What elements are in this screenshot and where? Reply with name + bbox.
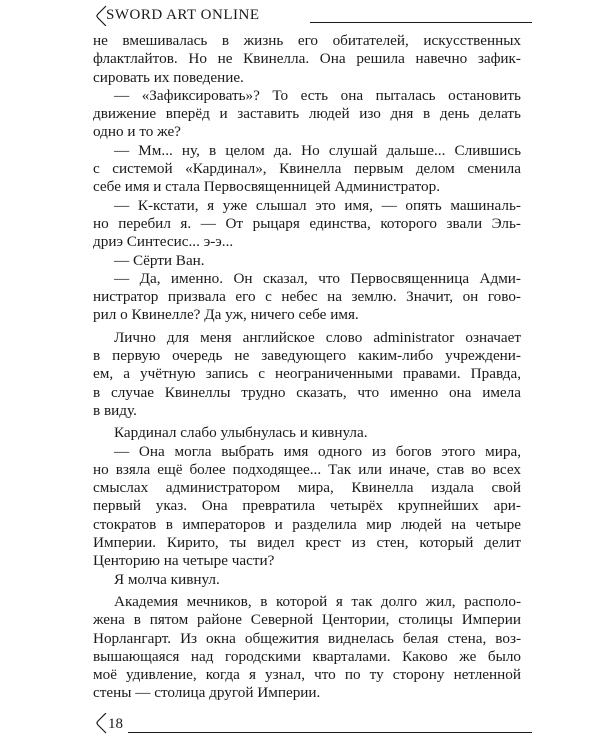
text-line: Академия мечников, в которой я так долго жил, располо- [114,592,521,610]
text-line: Центорию на четыре части? [93,552,275,570]
text-line: сировать их поведение. [93,68,244,86]
text-line: но перебил я. — От рыцаря единства, которого звали Эль- [93,214,521,232]
text-line: в виду. [93,401,137,419]
text-line: дриэ Синтесис... э-э... [93,233,234,251]
text-line: — К-кстати, я уже слышал это имя, — опять машиналь- [114,196,521,214]
text-line: — Мм... ну, в целом да. Но слушай дальше... Слившись [114,141,521,159]
header-rule [310,22,532,23]
text-line: ем, а учётную запись с неограниченными правами. Правда, [93,365,521,383]
text-line: вышающаяся над городскими кварталами. Каково же было [93,647,521,665]
text-line: Я молча кивнул. [114,570,220,588]
text-line: движение вперёд и заставить людей изо дня в день делать [93,105,521,123]
page-body [93,32,521,703]
page-number: 18 [108,716,123,732]
text-line: стократов в императоров и разделила мир людей на четыре [93,515,521,533]
text-line: моё удивление, когда я узнал, что по ту сторону нетленной [93,666,521,684]
text-line: не вмешивалась в жизнь его обитателей, искусственных [93,32,521,49]
text-line: — Да, именно. Он сказал, что Первосвященница Адми- [114,269,521,287]
book-title: SWORD ART ONLINE [106,7,260,23]
running-footer [92,713,532,735]
text-line: себе имя и стала Первосвященницей Администратор. [93,178,440,196]
text-line: Кардинал слабо улыбнулась и кивнула. [114,424,368,442]
text-line: но взяла ещё более подходящее... Так или иначе, став во всех [93,460,521,478]
text-line: — «Зафиксировать»? То есть она пыталась остановить [114,86,521,104]
text-line: — Сёрти Ван. [114,251,205,269]
text-line: в случае Квинеллы трудно сказать, что именно она имела [93,383,521,401]
text-line: жена в пятом районе Северной Центории, столицы Империи [93,611,521,629]
text-line: одно и то же? [93,123,181,141]
text-line: Норлангарт. Из окна общежития виднелась белая стена, воз- [93,629,521,647]
text-line: в первую очередь не заведующего каким-либо учреждени- [93,347,521,365]
text-line: стены — столица другой Империи. [93,684,321,702]
footer-rule [128,732,532,733]
text-line: нистратор призвала его с небес на землю. Значит, он гово- [93,288,521,306]
text-line: рил о Квинелле? Да уж, ничего себе имя. [93,306,359,324]
text-line: первый указ. Она превратила четырёх крупнейших ари- [93,497,521,515]
text-line: Лично для меня английское слово administrator означает [114,328,521,346]
text-line: с системой «Кардинал», Квинелла первым делом сменила [93,160,521,178]
running-header [92,4,532,26]
text-line: Империи. Кирито, ты видел крест из стен, который делит [93,534,521,552]
text-line: смыслах администратором мира, Квинелла издала свой [93,479,521,497]
text-line: — Она могла выбрать имя одного из богов этого мира, [114,442,521,460]
text-line: флактлайтов. Но не Квинелла. Она решила навечно зафик- [93,50,521,68]
